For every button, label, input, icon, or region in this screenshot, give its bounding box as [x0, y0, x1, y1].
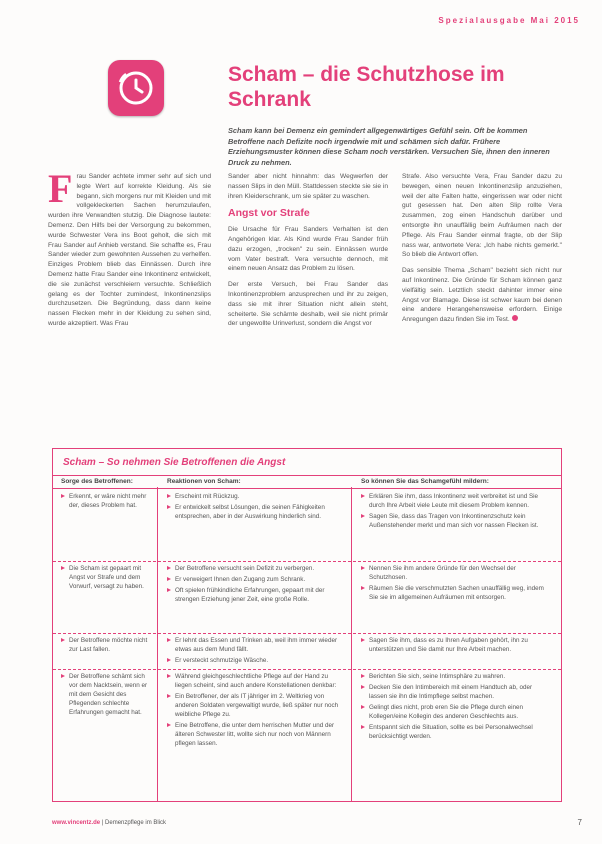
list-item: Gelingt dies nicht, prob eren Sie die Pflege durch einen Kollegen/eine Kollegin des anderen Geschlechts aus.: [361, 703, 551, 721]
info-box-title: Scham – So nehmen Sie Betroffenen die Angst: [63, 457, 286, 468]
paragraph: Strafe. Also versuchte Vera, Frau Sander dazu zu bewegen, einen neuen Inkontinenzslip anzuziehen, weil der alte Falten hatte, eingerissen war oder nicht gut gesessen hat. Den alten Slip rollte Vera zusammen, zog einen Handschuh darüber und entsorgte ihn unauffällig beim Aufräumen nach der Pflege. Als Frau Sander einmal fragte, ob der Slip nass war, antwortete Vera: „Ich habe nichts gemerkt." So blieb die Antwort offen.: [402, 173, 562, 259]
paragraph: Das sensible Thema „Scham" bezieht sich nicht nur auf Inkontinenz. Die Gründe für Scham können ganz vielfältig sein. Letztlich steckt dahinter immer eine Angst vor Blamage. Diese ist schwer kaum bei denen eine andere Herangehensweise erfordern. Einige Anregungen dazu finden Sie im Test.: [402, 267, 562, 324]
table-cell: [361, 564, 551, 604]
list-item: Er verweigert Ihnen den Zugang zum Schrank.: [167, 575, 345, 584]
table-cell: [361, 636, 551, 656]
list-item: Der Betroffene versucht sein Defizit zu verbergen.: [167, 564, 345, 573]
list-item: Er versteckt schmutzige Wäsche.: [167, 656, 345, 665]
table-row: [53, 489, 561, 562]
table-cell: [61, 636, 149, 656]
list-item: Entspannt sich die Situation, sollte es bei Personalwechsel berücksichtigt werden.: [361, 723, 551, 741]
column-header: Sorge des Betroffenen:: [61, 478, 133, 485]
paragraph: Sander aber nicht hinnahm: das Wegwerfen der nassen Slips in den Müll. Stattdessen steckte sie sie in ihren Kleiderschrank, um sie später zu waschen.: [228, 173, 388, 200]
article-column-3: [402, 172, 562, 331]
table-cell: [167, 564, 345, 606]
info-box: [52, 448, 562, 802]
footer-publication: Demenzpflege im Blick: [105, 820, 167, 826]
list-item: Der Betroffene schämt sich vor dem Nacktsein, wenn er mit dem Gesicht des Pflegenden schlechte Erfahrungen gemacht hat.: [61, 672, 149, 717]
list-item: Räumen Sie die verschmutzten Sachen unauffällig weg, indem Sie sie im allgemeinen Aufräumen mit entsorgen.: [361, 584, 551, 602]
table-cell: [61, 564, 149, 593]
table-row: [53, 669, 561, 801]
footer-site: www.vincentz.de: [52, 820, 101, 826]
list-item: Der Betroffene möchte nicht zur Last fallen.: [61, 636, 149, 654]
list-item: Die Scham ist gepaart mit Angst vor Strafe und dem Vorwurf, versagt zu haben.: [61, 564, 149, 591]
table-cell: [361, 672, 551, 743]
drop-cap: F: [48, 166, 73, 211]
paragraph: Der erste Versuch, bei Frau Sander das Inkontinenzproblem anzusprechen und ihr zu zeigen, dass sie mit ihrer Situation nicht allein steht, scheiterte. Sie schämte deshalb, weil sie nicht primär der ungewollte Urinverlust, sondern die Angst vor: [228, 281, 388, 328]
paragraph: rau Sander achtete immer sehr auf sich und legte Wert auf korrekte Kleidung. Als sie begann, sich morgens nur mit Kleiden und mit vollgekleckerten Sachen herumzulaufen, wurden ihre Verwandten stutzig. Die Diagnose lautete: Demenz. Den Hilfs bei der Versorgung zu bekommen, wurde Schwester Vera ins Boot geholt, die sich mit Frau Sander auf Anhieb verstand. Sie schaffte es, Frau Sander wieder zum gewohnten Aussehen zu verhelfen. Einziges Problem blieb das Einnässen. Durch ihre Demenz hatte Frau Sander eine Inkontinenz entwickelt, die sie zunächst verschleiern versuchte. Schließlich gelang es der Tochter zumindest, Inkontinenzslips durchzusetzen. Die Begründung, dass dann keine nassen Flecken mehr in der Kleidung zu sehen sind, wurde akzeptiert. Was Frau: [48, 173, 211, 327]
list-item: Sagen Sie ihm, dass es zu Ihren Aufgaben gehört, ihn zu unterstützen und Sie damit nur Ihre Arbeit machen.: [361, 636, 551, 654]
list-item: Berichten Sie sich, seine Intimsphäre zu wahren.: [361, 672, 551, 681]
subheading: Angst vor Strafe: [228, 207, 310, 220]
list-item: Ein Betroffener, der als IT jähriger im 2. Weltkrieg von anderen Soldaten vergewaltigt wurde, ließ später nur noch weibliche Pflege zu.: [167, 692, 345, 719]
list-item: Nennen Sie ihm andere Gründe für den Wechsel der Schutzhosen.: [361, 564, 551, 582]
article-title: Scham – die Schutzhose im Schrank: [228, 63, 505, 111]
end-mark-icon: [512, 315, 518, 321]
list-item: Erkennt, er wäre nicht mehr der, dieses Problem hat.: [61, 492, 149, 510]
column-header: So können Sie das Schamgefühl mildern:: [361, 478, 489, 485]
list-item: Er lehnt das Essen und Trinken ab, weil ihm immer wieder etwas aus dem Mund fällt.: [167, 636, 345, 654]
list-item: Decken Sie den Intimbereich mit einem Handtuch ab, oder lassen sie ihn die Intimpflege selbst machen.: [361, 683, 551, 701]
table-cell: [167, 636, 345, 667]
list-item: Er entwickelt selbst Lösungen, die seinen Fähigkeiten entsprechen, aber in der Auswirkung hinderlich sind.: [167, 503, 345, 521]
hourglass-clock-icon: [108, 60, 164, 116]
list-item: Erklären Sie ihm, dass Inkontinenz weit verbreitet ist und Sie durch Ihre Arbeit viele Leute mit diesem Problem kennen.: [361, 492, 551, 510]
list-item: Oft spielen frühkindliche Erfahrungen, gepaart mit der strengen Erziehung jener Zeit, eine große Rolle.: [167, 586, 345, 604]
list-item: Erscheint mit Rückzug.: [167, 492, 345, 501]
table-cell: [167, 492, 345, 523]
column-header: Reaktionen von Scham:: [167, 478, 241, 485]
article-intro: Scham kann bei Demenz ein gemindert allgegenwärtiges Gefühl sein. Oft be kommen Betroffene nach Defizite noch irgendwie mit und schämen sich dafür. Frühere Erziehungsmuster können diese Scham noch verstärken. Versuchen Sie, ihnen den inneren Druck zu nehmen.: [228, 126, 550, 167]
table-cell: [167, 672, 345, 750]
table-cell: [61, 492, 149, 512]
list-item: Während gleichgeschlechtliche Pflege auf der Hand zu liegen scheint, sind auch andere Konstellationen denkbar:: [167, 672, 345, 690]
article-column-2: [228, 172, 388, 335]
paragraph: Die Ursache für Frau Sanders Verhalten ist den Angehörigen klar. Als Kind wurde Frau Sander früh dazu erzogen, „trocken" zu sein. Einnässen wurde vom Vater bestraft. Vera versuchte dennoch, mit einem neuen Ansatz das Problem zu lösen.: [228, 226, 388, 273]
page-number: 7: [577, 818, 582, 827]
list-item: Eine Betroffene, die unter dem herrischen Mutter und der älteren Schwester litt, wollte sich nur noch von Männern pflegen lassen.: [167, 721, 345, 748]
list-item: Sagen Sie, dass das Tragen von Inkontinenzschutz kein Außenstehender merkt und man sich vor nassen Flecken ist.: [361, 512, 551, 530]
issue-label: Spezialausgabe Mai 2015: [438, 16, 580, 25]
article-column-1: [48, 166, 211, 329]
table-cell: [61, 672, 149, 719]
table-row: [53, 633, 561, 670]
footer: www.vincentz.de | Demenzpflege im Blick: [52, 820, 167, 826]
info-box-header: [53, 475, 561, 489]
table-cell: [361, 492, 551, 532]
table-row: [53, 561, 561, 634]
